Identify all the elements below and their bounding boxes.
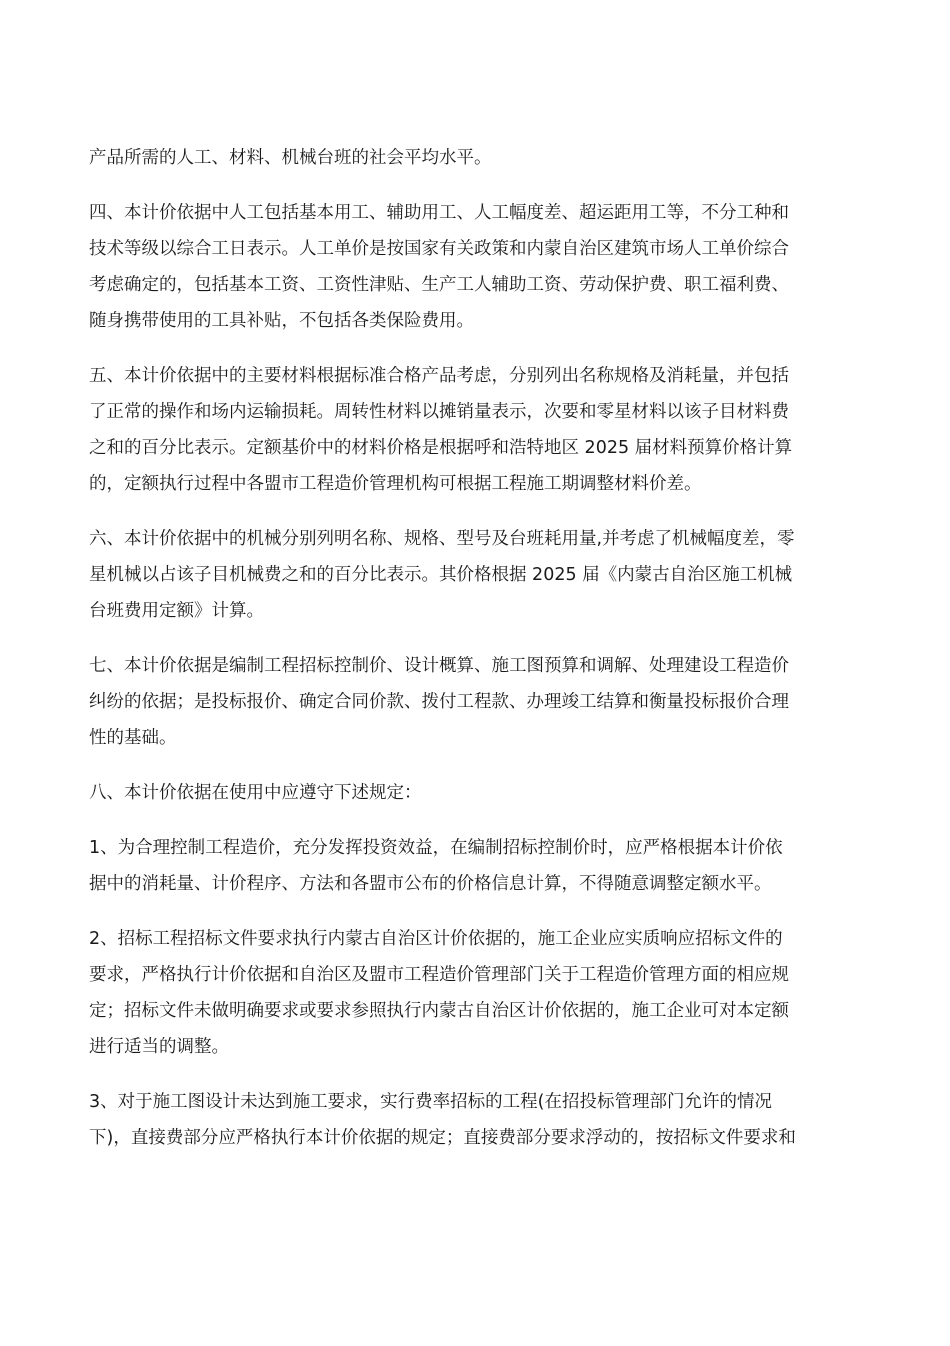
text-line: 考虑确定的，包括基本工资、工资性津贴、生产工人辅助工资、劳动保护费、职工福利费、 [89, 275, 789, 295]
paragraph-item-6-machinery [89, 521, 864, 629]
text-line: 3、对于施工图设计未达到施工要求，实行费率招标的工程(在招投标管理部门允许的情况 [89, 1092, 772, 1112]
text-line: 七、本计价依据是编制工程招标控制价、设计概算、施工图预算和调解、处理建设工程造价 [89, 656, 789, 676]
text-line: 随身携带使用的工具补贴，不包括各类保险费用。 [89, 311, 474, 331]
text-line: 据中的消耗量、计价程序、方法和各盟市公布的价格信息计算，不得随意调整定额水平。 [89, 874, 772, 894]
paragraph-item-7-basis [89, 648, 864, 756]
text-line: 要求，严格执行计价依据和自治区及盟市工程造价管理部门关于工程造价管理方面的相应规 [89, 965, 789, 985]
text-line: 纠纷的依据；是投标报价、确定合同价款、拨付工程款、办理竣工结算和衡量投标报价合理 [89, 692, 789, 712]
text-line: 四、本计价依据中人工包括基本用工、辅助用工、人工幅度差、超运距用工等，不分工种和 [89, 203, 789, 223]
text-line: 八、本计价依据在使用中应遵守下述规定： [89, 783, 422, 803]
document-body [89, 140, 864, 1175]
text-line: 的，定额执行过程中各盟市工程造价管理机构可根据工程施工期调整材料价差。 [89, 474, 702, 494]
text-line: 技术等级以综合工日表示。人工单价是按国家有关政策和内蒙自治区建筑市场人工单价综合 [89, 239, 789, 259]
text-line: 台班费用定额》计算。 [89, 601, 264, 621]
text-line: 五、本计价依据中的主要材料根据标准合格产品考虑，分别列出名称规格及消耗量，并包括 [89, 366, 789, 386]
text-line: 1、为合理控制工程造价，充分发挥投资效益，在编制招标控制价时，应严格根据本计价依 [89, 838, 783, 858]
text-line: 进行适当的调整。 [89, 1037, 229, 1057]
paragraph-rule-1 [89, 830, 864, 902]
paragraph-continuation [89, 140, 864, 176]
text-line: 2、招标工程招标文件要求执行内蒙古自治区计价依据的，施工企业应实质响应招标文件的 [89, 929, 783, 949]
text-line: 星机械以占该子目机械费之和的百分比表示。其价格根据 2025 届《内蒙古自治区施工机械 [89, 565, 793, 585]
text-line: 性的基础。 [89, 728, 177, 748]
text-line: 了正常的操作和场内运输损耗。周转性材料以摊销量表示，次要和零星材料以该子目材料费 [89, 402, 789, 422]
paragraph-item-5-materials [89, 358, 864, 502]
text-line: 六、本计价依据中的机械分别列明名称、规格、型号及台班耗用量,并考虑了机械幅度差，零 [89, 529, 795, 549]
paragraph-rule-2 [89, 921, 864, 1065]
text-line: 之和的百分比表示。定额基价中的材料价格是根据呼和浩特地区 2025 届材料预算价格计算 [89, 438, 793, 458]
text-line: 下)，直接费部分应严格执行本计价依据的规定；直接费部分要求浮动的，按招标文件要求和 [89, 1128, 796, 1148]
paragraph-item-8-rules [89, 775, 864, 811]
paragraph-rule-3 [89, 1084, 864, 1156]
text-line: 产品所需的人工、材料、机械台班的社会平均水平。 [89, 148, 492, 168]
paragraph-item-4-labor [89, 195, 864, 339]
text-line: 定；招标文件未做明确要求或要求参照执行内蒙古自治区计价依据的，施工企业可对本定额 [89, 1001, 789, 1021]
